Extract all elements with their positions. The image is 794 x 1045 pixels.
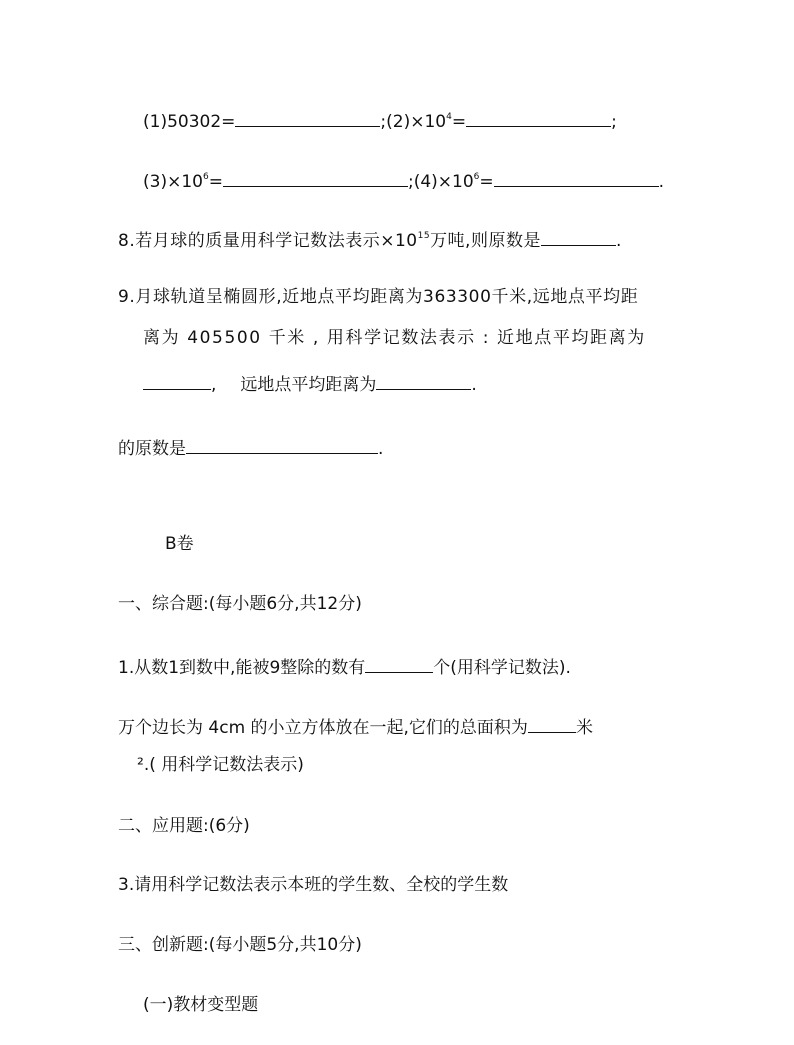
q7-part1-end: ; <box>380 112 387 132</box>
q7-line-2 <box>143 170 664 191</box>
q7-part3-blank[interactable] <box>223 170 408 187</box>
q7-part4-blank[interactable] <box>494 170 659 187</box>
part2-q3: 3.请用科学记数法表示本班的学生数、全校的学生数 <box>118 875 509 895</box>
q9-perigee-blank[interactable] <box>143 373 211 390</box>
part1-heading: 一、综合题:(每小题6分,共12分) <box>118 594 362 614</box>
q8-text: 8.若月球的质量用科学记数法表示×10 <box>118 231 418 251</box>
q7-part2-label: (2)×10 <box>386 112 447 132</box>
q7-part2-exponent: 4 <box>446 112 452 122</box>
q7-part3-label: (3)×10 <box>143 172 203 192</box>
part1-q1-end: 个(用科学记数法). <box>433 658 571 678</box>
q7-part4-eq: = <box>479 172 494 192</box>
part3-heading: 三、创新题:(每小题5分,共10分) <box>118 935 362 955</box>
q8-end: . <box>615 231 622 251</box>
q7-line-1 <box>143 110 617 131</box>
q7-part2-eq: = <box>451 112 467 132</box>
q7-part3-end: ; <box>407 172 414 192</box>
part1-q2-text: 万个边长为 4cm 的小立方体放在一起,它们的总面积为 <box>118 718 528 738</box>
q7-part2-blank[interactable] <box>466 110 611 127</box>
q10-end: . <box>378 439 384 459</box>
q9-comma: , <box>211 375 217 395</box>
section-b-title: B卷 <box>165 534 194 554</box>
q7-part1-blank[interactable] <box>235 110 380 127</box>
part1-q2 <box>118 716 593 737</box>
q9-apogee-blank[interactable] <box>376 373 471 390</box>
part1-q2-unit: 米 <box>575 718 593 738</box>
part3-subheading: (一)教材变型题 <box>143 995 259 1015</box>
q7-part3-eq: = <box>208 172 223 192</box>
q7-part3-exponent: 6 <box>202 172 209 182</box>
q9-apogee-label: 远地点平均距离为 <box>240 375 377 395</box>
q7-part1-label: (1)50302= <box>143 112 236 132</box>
part1-q2-line2: ².( 用科学记数法表示) <box>137 755 304 775</box>
q8-text-2: 万吨,则原数是 <box>430 231 541 251</box>
part2-heading: 二、应用题:(6分) <box>118 816 250 836</box>
q7-part4-exponent: 6 <box>473 172 480 182</box>
q9-line-3 <box>143 373 477 394</box>
q9-line-2: 离为 405500 千米 , 用科学记数法表示 : 近地点平均距离为 <box>143 328 646 348</box>
q9-line-1: 9.月球轨道呈椭圆形,近地点平均距离为363300千米,远地点平均距 <box>118 287 639 307</box>
q8-blank[interactable] <box>541 229 616 246</box>
q8-line <box>118 229 622 250</box>
q8-exponent: 15 <box>417 231 431 241</box>
part1-q1-text: 1.从数1到数中,能被9整除的数有 <box>118 658 366 678</box>
q7-part2-end: ; <box>611 112 617 132</box>
part1-q2-blank[interactable] <box>528 716 576 733</box>
q7-part4-label: (4)×10 <box>413 172 474 192</box>
q10-line <box>118 437 383 458</box>
q9-end: . <box>471 375 477 395</box>
q10-text: 的原数是 <box>118 439 186 459</box>
q7-part4-end: . <box>658 172 665 192</box>
q10-blank[interactable] <box>186 437 378 454</box>
part1-q1-blank[interactable] <box>365 656 433 673</box>
part1-q1 <box>118 656 571 677</box>
